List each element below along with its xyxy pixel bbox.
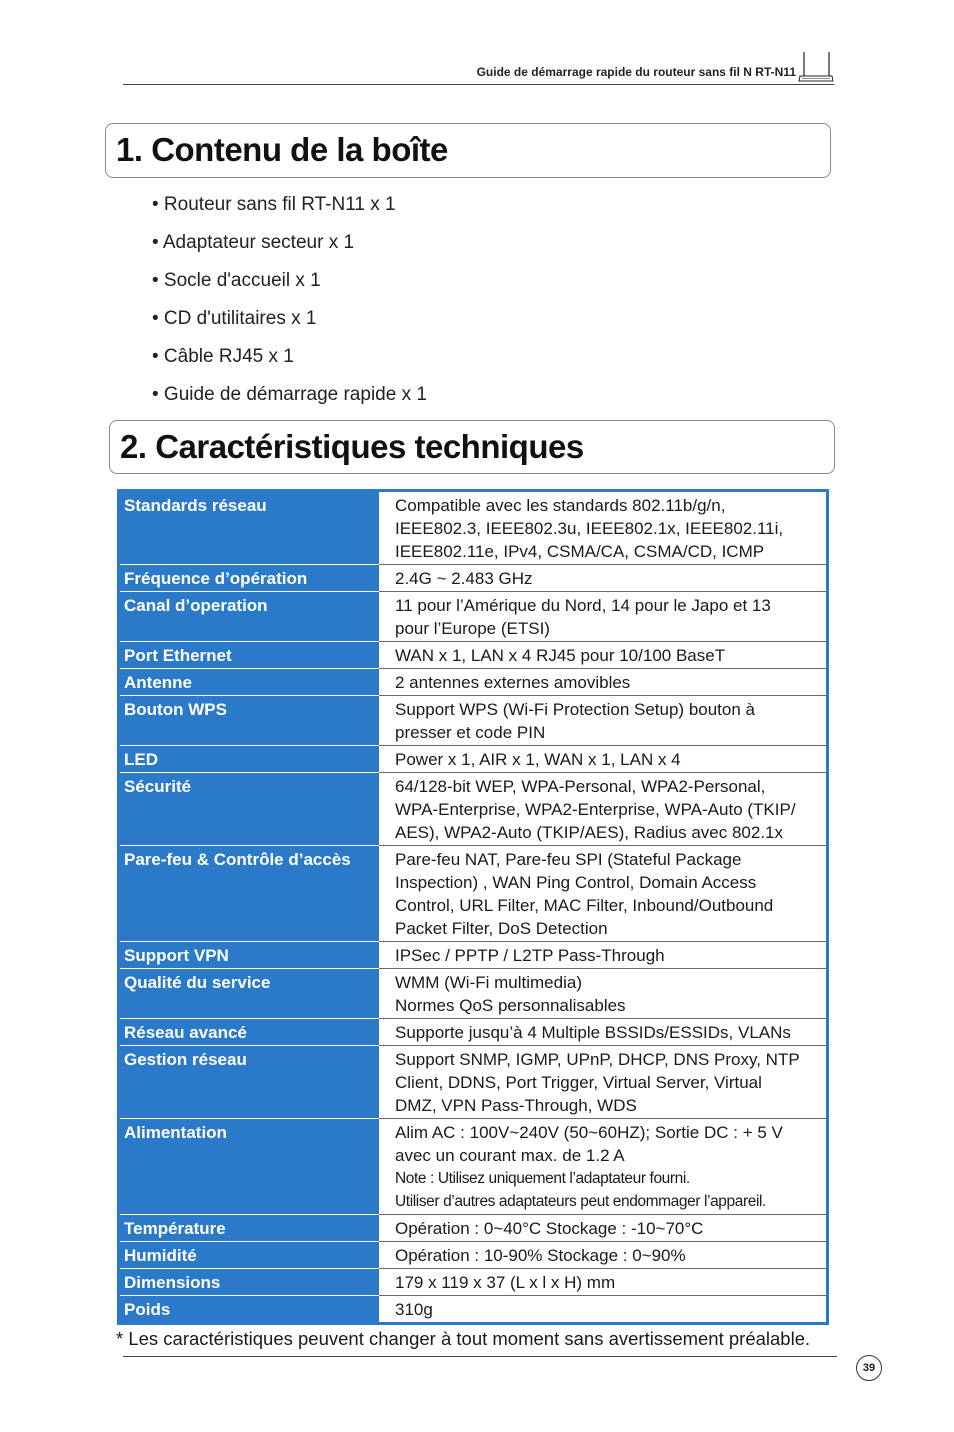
spec-value bbox=[379, 1242, 828, 1269]
section-specs-title: 2. Caractéristiques techniques bbox=[120, 428, 584, 465]
table-row bbox=[119, 491, 828, 565]
list-item: • Guide de démarrage rapide x 1 bbox=[152, 384, 427, 405]
table-row bbox=[119, 746, 828, 773]
spec-value bbox=[379, 592, 828, 642]
spec-value-line: 310g bbox=[395, 1300, 433, 1319]
table-row bbox=[119, 773, 828, 846]
spec-value-line: Alim AC : 100V~240V (50~60HZ); Sortie DC : + 5 V bbox=[395, 1123, 783, 1142]
spec-label: Canal d’operation bbox=[119, 592, 380, 642]
spec-value-line: IEEE802.3, IEEE802.3u, IEEE802.1x, IEEE802.11i, bbox=[395, 519, 784, 538]
spec-value-line: AES), WPA2-Auto (TKIP/AES), Radius avec 802.1x bbox=[395, 823, 784, 842]
spec-label: Humidité bbox=[119, 1242, 380, 1269]
spec-label: Alimentation bbox=[119, 1119, 380, 1215]
spec-note-line: Note : Utilisez uniquement l’adaptateur fourni. bbox=[395, 1170, 690, 1187]
spec-value bbox=[379, 942, 828, 969]
list-item: • Routeur sans fil RT-N11 x 1 bbox=[152, 194, 396, 215]
footer-rule bbox=[123, 1356, 837, 1357]
spec-value bbox=[379, 491, 828, 565]
spec-value-line: Opération : 10-90% Stockage : 0~90% bbox=[395, 1246, 686, 1265]
section-contents-box bbox=[105, 123, 831, 178]
spec-value-line: Opération : 0~40°C Stockage : -10~70°C bbox=[395, 1219, 704, 1238]
table-row bbox=[119, 1296, 828, 1324]
header-rule bbox=[123, 84, 834, 85]
spec-value-line: IEEE802.11e, IPv4, CSMA/CA, CSMA/CD, ICMP bbox=[395, 542, 765, 561]
list-item: • CD d'utilitaires x 1 bbox=[152, 308, 317, 329]
spec-label: Port Ethernet bbox=[119, 642, 380, 669]
footnote: * Les caractéristiques peuvent changer à tout moment sans avertissement préalable. bbox=[116, 1328, 811, 1349]
spec-value bbox=[379, 669, 828, 696]
table-row bbox=[119, 696, 828, 746]
spec-label: Réseau avancé bbox=[119, 1019, 380, 1046]
spec-label: Sécurité bbox=[119, 773, 380, 846]
section-contents-title: 1. Contenu de la boîte bbox=[116, 131, 448, 168]
spec-value bbox=[379, 1019, 828, 1046]
spec-value-line: 2 antennes externes amovibles bbox=[395, 673, 631, 692]
spec-value-line: Power x 1, AIR x 1, WAN x 1, LAN x 4 bbox=[395, 750, 681, 769]
spec-value bbox=[379, 1215, 828, 1242]
spec-value bbox=[379, 969, 828, 1019]
spec-value-line: 64/128-bit WEP, WPA-Personal, WPA2-Personal, bbox=[395, 777, 766, 796]
spec-value bbox=[379, 746, 828, 773]
table-row bbox=[119, 1046, 828, 1119]
spec-label: Qualité du service bbox=[119, 969, 380, 1019]
table-row bbox=[119, 969, 828, 1019]
spec-value-line: DMZ, VPN Pass-Through, WDS bbox=[395, 1096, 637, 1115]
spec-value-line: pour l’Europe (ETSI) bbox=[395, 619, 550, 638]
table-row bbox=[119, 942, 828, 969]
spec-value-line: Control, URL Filter, MAC Filter, Inbound/Outbound bbox=[395, 896, 774, 915]
spec-value-line: Supporte jusqu’à 4 Multiple BSSIDs/ESSIDs, VLANs bbox=[395, 1023, 791, 1042]
section-specs-box bbox=[109, 420, 835, 474]
spec-value bbox=[379, 1296, 828, 1324]
table-row bbox=[119, 1119, 828, 1215]
spec-value-line: presser et code PIN bbox=[395, 723, 546, 742]
spec-value-line: Inspection) , WAN Ping Control, Domain Access bbox=[395, 873, 757, 892]
spec-value bbox=[379, 1119, 828, 1215]
spec-label: Pare-feu & Contrôle d’accès bbox=[119, 846, 380, 942]
spec-label: LED bbox=[119, 746, 380, 773]
spec-value-line: Support SNMP, IGMP, UPnP, DHCP, DNS Proxy, NTP bbox=[395, 1050, 800, 1069]
table-row bbox=[119, 642, 828, 669]
spec-value-line: WMM (Wi-Fi multimedia) bbox=[395, 973, 582, 992]
list-item: • Socle d'accueil x 1 bbox=[152, 270, 321, 291]
table-row bbox=[119, 1019, 828, 1046]
table-row bbox=[119, 1242, 828, 1269]
spec-value bbox=[379, 1269, 828, 1296]
spec-label: Standards réseau bbox=[119, 491, 380, 565]
spec-value bbox=[379, 642, 828, 669]
router-icon bbox=[798, 50, 834, 84]
spec-label: Bouton WPS bbox=[119, 696, 380, 746]
spec-note-line: Utiliser d’autres adaptateurs peut endommager l’appareil. bbox=[395, 1193, 766, 1210]
spec-value bbox=[379, 565, 828, 592]
table-row bbox=[119, 846, 828, 942]
spec-value-line: WAN x 1, LAN x 4 RJ45 pour 10/100 BaseT bbox=[395, 646, 726, 665]
table-row bbox=[119, 592, 828, 642]
spec-value-line: Client, DDNS, Port Trigger, Virtual Server, Virtual bbox=[395, 1073, 762, 1092]
spec-label: Antenne bbox=[119, 669, 380, 696]
spec-value-line: Compatible avec les standards 802.11b/g/n, bbox=[395, 496, 726, 515]
spec-value-line: avec un courant max. de 1.2 A bbox=[395, 1146, 625, 1165]
spec-value-line: 11 pour l’Amérique du Nord, 14 pour le Japo et 13 bbox=[395, 596, 771, 615]
spec-value bbox=[379, 1046, 828, 1119]
spec-value-line: 179 x 119 x 37 (L x l x H) mm bbox=[395, 1273, 616, 1292]
spec-value-line: Packet Filter, DoS Detection bbox=[395, 919, 608, 938]
table-row bbox=[119, 1215, 828, 1242]
spec-value bbox=[379, 773, 828, 846]
table-row bbox=[119, 565, 828, 592]
spec-value bbox=[379, 846, 828, 942]
spec-value-line: IPSec / PPTP / L2TP Pass-Through bbox=[395, 946, 665, 965]
list-item: • Adaptateur secteur x 1 bbox=[152, 232, 355, 253]
spec-table bbox=[117, 489, 829, 1325]
spec-label: Support VPN bbox=[119, 942, 380, 969]
page-number: 39 bbox=[856, 1355, 882, 1381]
spec-label: Dimensions bbox=[119, 1269, 380, 1296]
spec-value-line: Pare-feu NAT, Pare-feu SPI (Stateful Package bbox=[395, 850, 742, 869]
spec-value-line: Normes QoS personnalisables bbox=[395, 996, 626, 1015]
spec-label: Température bbox=[119, 1215, 380, 1242]
spec-value bbox=[379, 696, 828, 746]
list-item: • Câble RJ45 x 1 bbox=[152, 346, 294, 367]
spec-label: Fréquence d’opération bbox=[119, 565, 380, 592]
spec-value-line: Support WPS (Wi-Fi Protection Setup) bouton à bbox=[395, 700, 755, 719]
table-row bbox=[119, 1269, 828, 1296]
spec-label: Poids bbox=[119, 1296, 380, 1324]
spec-value-line: WPA-Enterprise, WPA2-Enterprise, WPA-Auto (TKIP/ bbox=[395, 800, 796, 819]
spec-value-line: 2.4G ~ 2.483 GHz bbox=[395, 569, 533, 588]
spec-label: Gestion réseau bbox=[119, 1046, 380, 1119]
contents-list bbox=[152, 193, 427, 421]
table-row bbox=[119, 669, 828, 696]
header-title: Guide de démarrage rapide du routeur sans fil N RT-N11 bbox=[476, 65, 796, 79]
